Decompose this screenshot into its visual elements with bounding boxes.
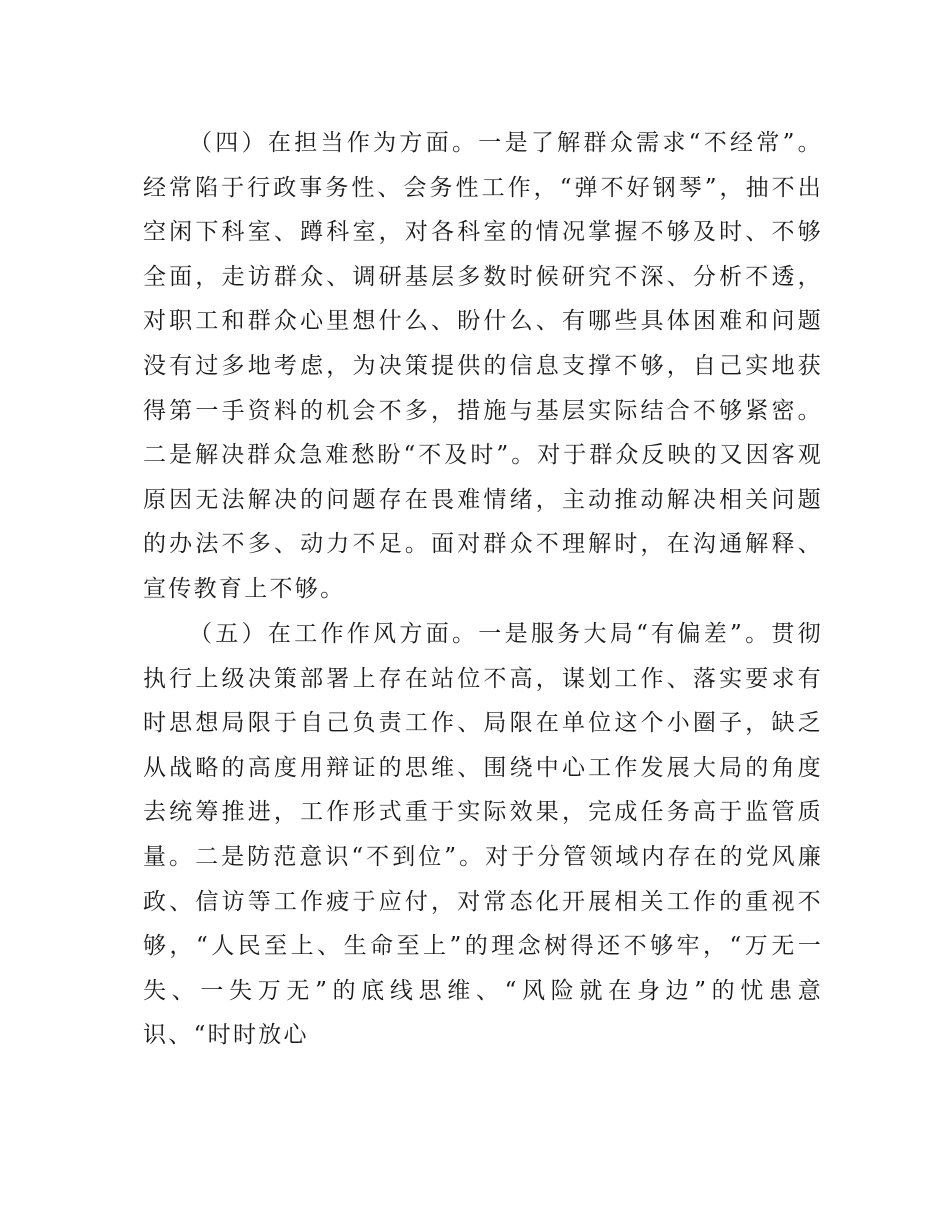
paragraph-four: （四）在担当作为方面。一是了解群众需求“不经常”。经常陷于行政事务性、会务性工作，“弹不好钢琴”，抽不出空闲下科室、蹲科室，对各科室的情况掌握不够及时、不够全面，走访群众、调研基层多数时候研究不深、分析不透，对职工和群众心里想什么、盼什么、有哪些具体困难和问题没有过多地考虑，为决策提供的信息支撑不够，自己实地获得第一手资料的机会不多，措施与基层实际结合不够紧密。二是解决群众急难愁盼“不及时”。对于群众反映的又因客观原因无法解决的问题存在畏难情绪，主动推动解决相关问题的办法不多、动力不足。面对群众不理解时，在沟通解释、宣传教育上不够。	[143, 130, 823, 602]
paragraph-five: （五）在工作作风方面。一是服务大局“有偏差”。贯彻执行上级决策部署上存在站位不高，谋划工作、落实要求有时思想局限于自己负责工作、局限在单位这个小圈子，缺乏从战略的高度用辩证的思维、围绕中心工作发展大局的角度去统筹推进，工作形式重于实际效果，完成任务高于监管质量。二是防范意识“不到位”。对于分管领域内存在的党风廉政、信访等工作疲于应付，对常态化开展相关工作的重视不够，“人民至上、生命至上”的理念树得还不够牢，“万无一失、一失万无”的底线思维、“风险就在身边”的忧患意识、“时时放心	[143, 621, 823, 1049]
